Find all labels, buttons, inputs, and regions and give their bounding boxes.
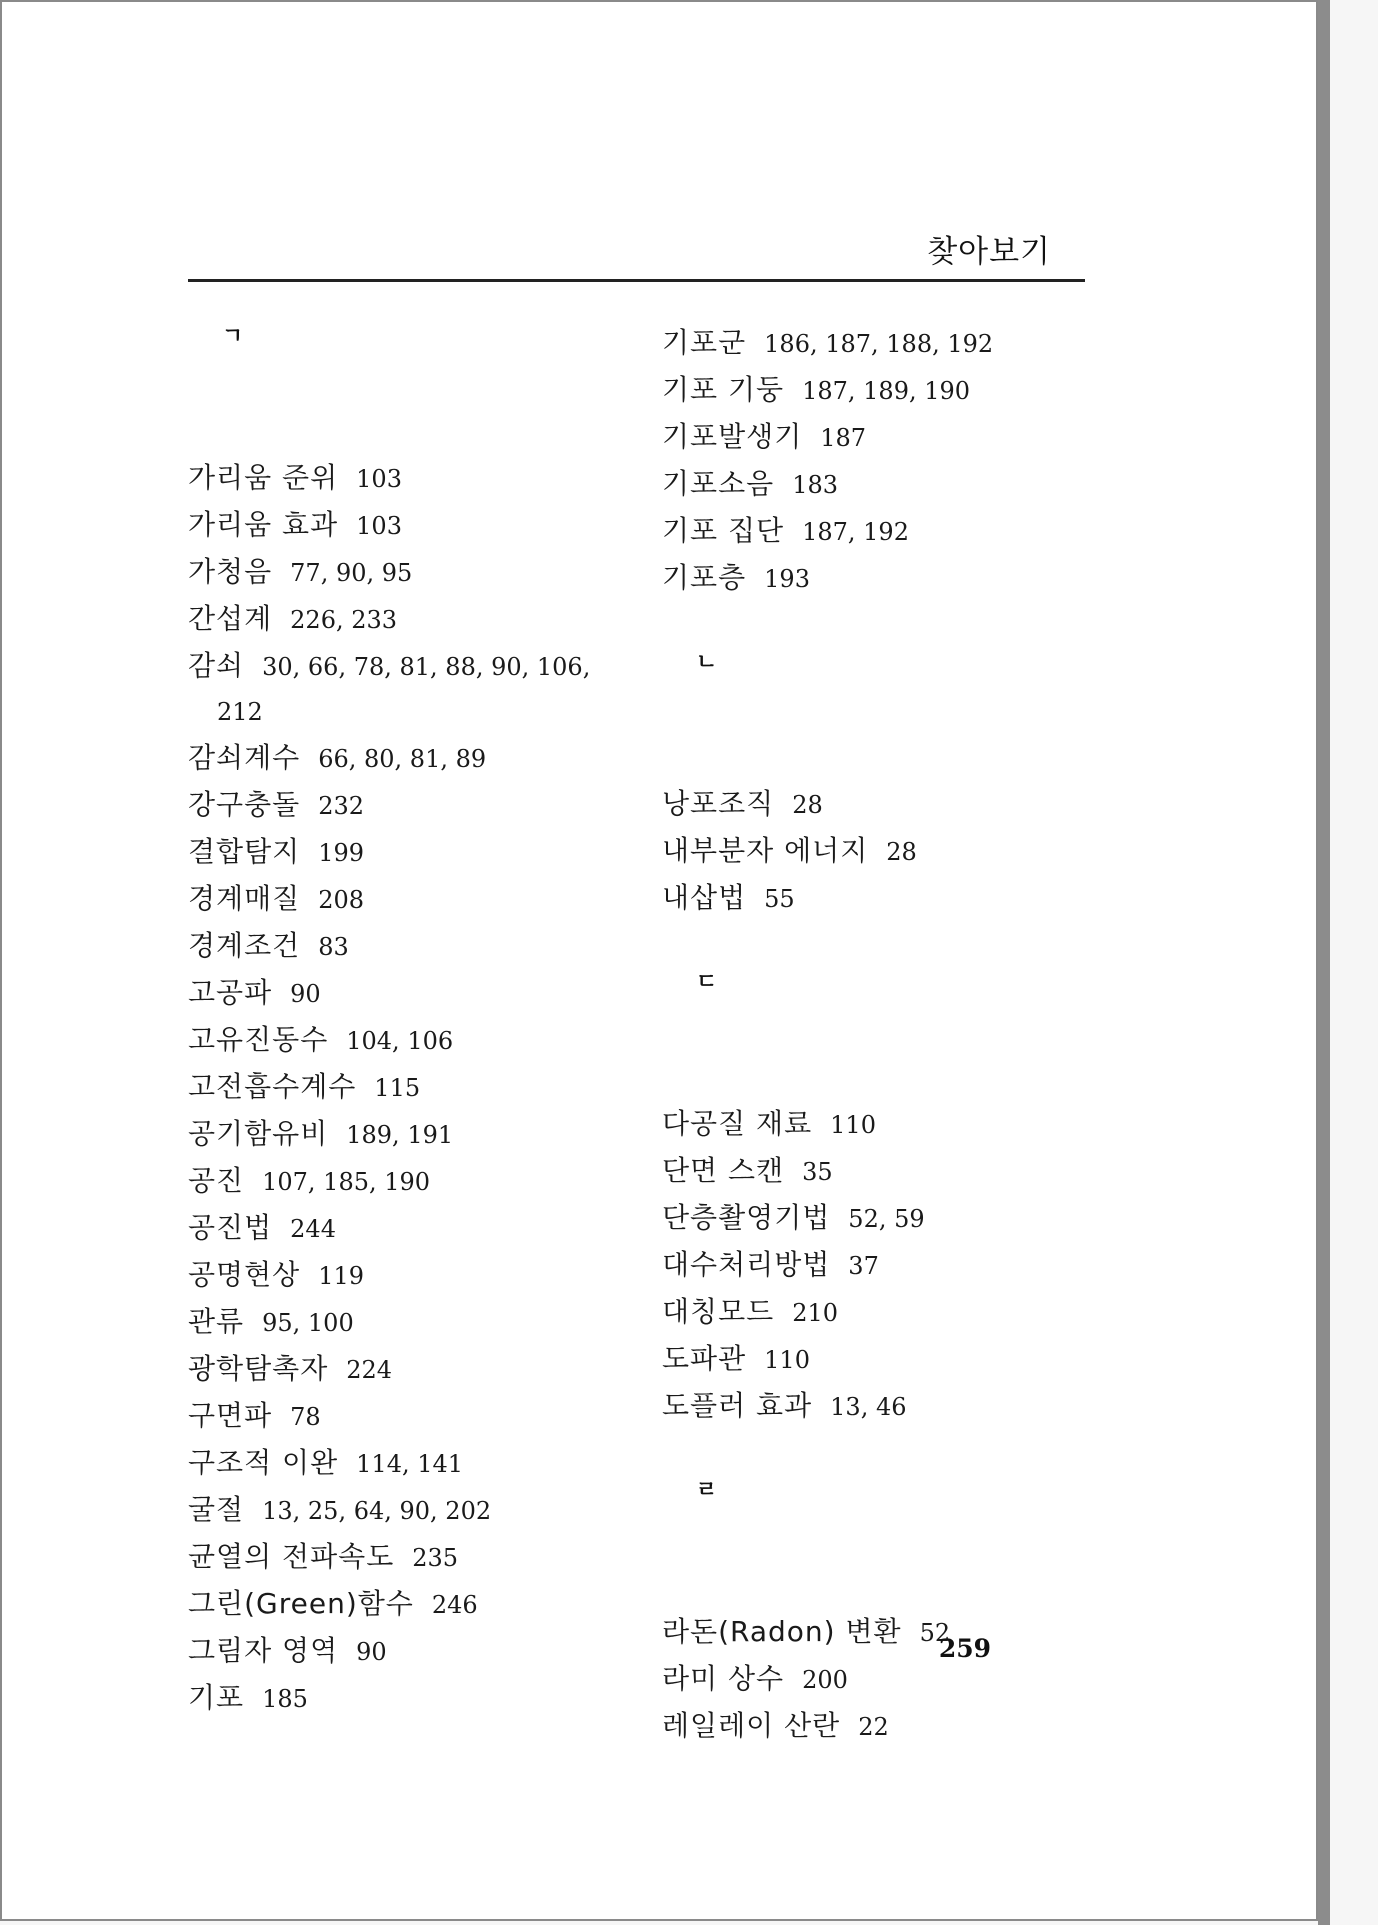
- index-entry: [188, 1393, 658, 1440]
- index-entry: [188, 1675, 658, 1722]
- index-pages: 28: [886, 838, 917, 866]
- index-section-letter: ㄴ: [696, 650, 718, 675]
- index-term: 낭포조직: [662, 787, 775, 820]
- index-term: 고유진동수: [188, 1023, 329, 1056]
- index-pages: 30, 66, 78, 81, 88, 90, 106,: [262, 653, 591, 681]
- index-pages: 78: [290, 1403, 321, 1431]
- index-term: 라미 상수: [662, 1662, 785, 1695]
- index-entry: [662, 1609, 1132, 1656]
- index-term: 가리움 준위: [188, 461, 339, 494]
- index-term: 감쇠계수: [188, 741, 301, 774]
- index-entry: [188, 1158, 658, 1205]
- index-term: 기포소음: [662, 467, 775, 500]
- index-entry: [188, 1440, 658, 1487]
- index-term: 고공파: [188, 976, 273, 1009]
- index-entry: [662, 1242, 1132, 1289]
- index-term: 대수처리방법: [662, 1248, 831, 1281]
- index-entry: [188, 923, 658, 970]
- index-pages: 77, 90, 95: [290, 559, 413, 587]
- index-pages: 208: [318, 886, 365, 914]
- index-entry: [662, 1195, 1132, 1242]
- index-entry: [188, 1534, 658, 1581]
- index-column-right: [662, 320, 1132, 1750]
- index-section-letter: ㄱ: [222, 324, 244, 349]
- index-pages: 189, 191: [346, 1121, 454, 1149]
- index-pages: 232: [318, 792, 365, 820]
- index-entry: [662, 461, 1132, 508]
- index-pages: 226, 233: [290, 606, 398, 634]
- index-entry: [662, 781, 1132, 828]
- index-pages: 103: [356, 512, 402, 540]
- index-pages: 200: [802, 1666, 848, 1694]
- index-pages: 66, 80, 81, 89: [318, 745, 487, 773]
- index-term: 도플러 효과: [662, 1389, 813, 1422]
- index-term: 대칭모드: [662, 1295, 775, 1328]
- index-pages: 193: [764, 565, 810, 593]
- index-pages: 35: [802, 1158, 833, 1186]
- index-pages: 210: [792, 1299, 839, 1327]
- index-term: 가청음: [188, 555, 273, 588]
- index-entry: [662, 1336, 1132, 1383]
- index-entry: [188, 735, 658, 782]
- index-term: 내삽법: [662, 881, 747, 914]
- index-pages: 55: [764, 885, 795, 913]
- index-term: 내부분자 에너지: [662, 834, 869, 867]
- index-term: 균열의 전파속도: [188, 1540, 395, 1573]
- index-term: 라돈(Radon) 변환: [662, 1615, 902, 1648]
- page-edge: [1318, 0, 1330, 1925]
- index-entry: [188, 876, 658, 923]
- index-pages: 110: [764, 1346, 810, 1374]
- index-term: 공진: [188, 1164, 245, 1197]
- index-entry: [662, 828, 1132, 875]
- index-pages: 90: [356, 1638, 387, 1666]
- index-entry: [662, 875, 1132, 922]
- index-entry: [662, 320, 1132, 367]
- index-term: 구조적 이완: [188, 1446, 339, 1479]
- index-term: 광학탐촉자: [188, 1352, 329, 1385]
- index-pages: 104, 106: [346, 1027, 454, 1055]
- index-entry: [188, 782, 658, 829]
- header-rule: [188, 279, 1085, 282]
- index-pages: 114, 141: [356, 1450, 464, 1478]
- index-term: 기포발생기: [662, 420, 803, 453]
- index-pages: 22: [858, 1713, 889, 1741]
- index-pages: 199: [318, 839, 365, 867]
- index-pages: 183: [792, 471, 839, 499]
- index-entry: [662, 1703, 1132, 1750]
- index-term: 기포: [188, 1681, 245, 1714]
- index-pages: 187, 189, 190: [802, 377, 971, 405]
- index-term: 고전흡수계수: [188, 1070, 357, 1103]
- index-entry: [662, 1383, 1132, 1430]
- index-entry: [188, 596, 658, 643]
- index-entry: [188, 1628, 658, 1675]
- index-term: 결합탐지: [188, 835, 301, 868]
- page-number: 259: [938, 1634, 991, 1663]
- index-pages: 13, 25, 64, 90, 202: [262, 1497, 492, 1525]
- index-pages: 107, 185, 190: [262, 1168, 431, 1196]
- index-pages: 90: [290, 980, 321, 1008]
- index-pages: 235: [412, 1544, 459, 1572]
- index-term: 공명현상: [188, 1258, 301, 1291]
- index-entry: [188, 829, 658, 876]
- index-pages: 110: [830, 1111, 876, 1139]
- index-pages: 119: [318, 1262, 365, 1290]
- index-section-letter: ㄹ: [696, 1478, 718, 1503]
- index-term: 도파관: [662, 1342, 747, 1375]
- index-entry: [188, 1299, 658, 1346]
- index-entry: [188, 1346, 658, 1393]
- index-entry: [188, 1581, 658, 1628]
- index-entry: [188, 1017, 658, 1064]
- index-term: 강구충돌: [188, 788, 301, 821]
- index-entry: [188, 643, 658, 690]
- index-pages: 244: [290, 1215, 336, 1243]
- index-entry: [662, 1148, 1132, 1195]
- index-term: 단면 스캔: [662, 1154, 785, 1187]
- index-entry: [188, 1205, 658, 1252]
- index-term: 경계조건: [188, 929, 301, 962]
- index-pages: 83: [318, 933, 349, 961]
- index-column-left: [188, 320, 658, 1722]
- index-pages: 103: [356, 465, 402, 493]
- index-pages: 52, 59: [848, 1205, 925, 1233]
- index-pages-continuation: 212: [217, 698, 263, 726]
- index-term: 감쇠: [188, 649, 245, 682]
- index-pages: 95, 100: [262, 1309, 354, 1337]
- index-entry: [188, 1252, 658, 1299]
- index-pages: 115: [374, 1074, 421, 1102]
- index-entry: [662, 1289, 1132, 1336]
- index-term: 굴절: [188, 1493, 245, 1526]
- index-term: 경계매질: [188, 882, 301, 915]
- index-term: 관류: [188, 1305, 245, 1338]
- index-entry: [662, 555, 1132, 602]
- index-entry: [188, 502, 658, 549]
- index-pages: 185: [262, 1685, 308, 1713]
- index-term: 구면파: [188, 1399, 273, 1432]
- index-entry: [188, 1111, 658, 1158]
- index-term: 그림자 영역: [188, 1634, 339, 1667]
- index-entry: [662, 1101, 1132, 1148]
- index-entry: [188, 1064, 658, 1111]
- index-entry: [662, 1656, 1132, 1703]
- index-pages: 224: [346, 1356, 393, 1384]
- index-term: 기포군: [662, 326, 747, 359]
- index-pages: 186, 187, 188, 192: [764, 330, 994, 358]
- index-entry: [662, 414, 1132, 461]
- index-term: 기포 기둥: [662, 373, 785, 406]
- index-pages: 246: [431, 1591, 478, 1619]
- index-entry: [662, 367, 1132, 414]
- index-term: 단층촬영기법: [662, 1201, 831, 1234]
- index-term: 간섭계: [188, 602, 273, 635]
- index-term: 공기함유비: [188, 1117, 329, 1150]
- index-term: 기포 집단: [662, 514, 785, 547]
- index-term: 가리움 효과: [188, 508, 339, 541]
- index-pages: 37: [848, 1252, 879, 1280]
- index-term: 레일레이 산란: [662, 1709, 841, 1742]
- index-term: 기포층: [662, 561, 747, 594]
- index-section-letter: ㄷ: [696, 970, 718, 995]
- index-pages: 187: [820, 424, 867, 452]
- index-pages: 13, 46: [830, 1393, 907, 1421]
- index-term: 그린(Green)함수: [188, 1587, 414, 1620]
- index-entry: [188, 455, 658, 502]
- index-pages: 187, 192: [802, 518, 909, 546]
- index-entry: [188, 970, 658, 1017]
- index-pages: 28: [792, 791, 823, 819]
- index-entry: [188, 549, 658, 596]
- index-entry: [188, 1487, 658, 1534]
- page-header-title: 찾아보기: [927, 234, 1051, 270]
- index-entry: [662, 508, 1132, 555]
- index-term: 공진법: [188, 1211, 273, 1244]
- index-pages: 52: [919, 1619, 951, 1647]
- index-term: 다공질 재료: [662, 1107, 813, 1140]
